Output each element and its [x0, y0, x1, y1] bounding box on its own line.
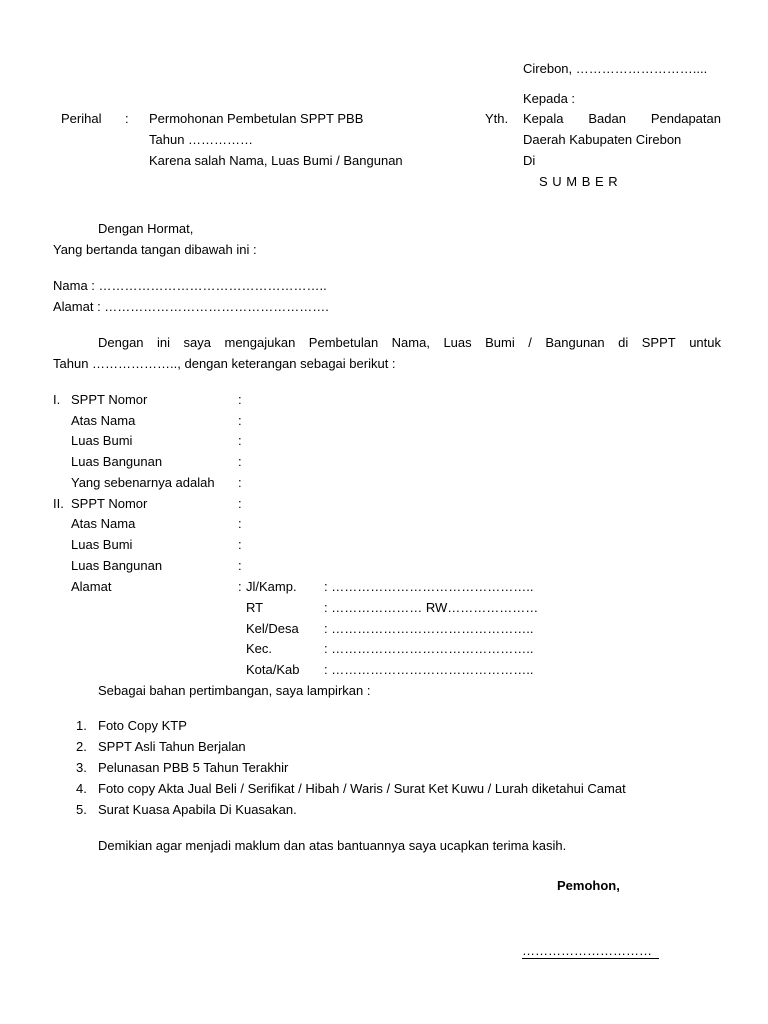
section-1-colon: : [238, 433, 242, 448]
subject-line-3: Karena salah Nama, Luas Bumi / Bangunan [149, 153, 403, 168]
subject-label: Perihal [61, 111, 102, 126]
statement-word: Pembetulan [308, 335, 379, 350]
recipient-line-1 [523, 111, 721, 127]
statement-word: Luas [443, 335, 472, 350]
statement-word: saya [183, 335, 211, 350]
identity-nama: Nama : …………………………………………….. [53, 278, 327, 293]
statement-word: untuk [689, 335, 721, 350]
recipient-word: Pendapatan [650, 111, 721, 126]
place-date: Cirebon, ……………………….... [523, 61, 708, 76]
attachment-number: 4. [76, 781, 87, 796]
address-field-value: : ……………………………………….. [324, 621, 534, 636]
section-2-colon: : [238, 516, 242, 531]
address-field-value: : ……………………………………….. [324, 579, 534, 594]
section-1-label: Luas Bumi [71, 433, 133, 448]
statement-word: Bangunan [545, 335, 605, 350]
statement-word: SPPT [641, 335, 676, 350]
attachment-text: SPPT Asli Tahun Berjalan [98, 739, 246, 754]
section-1-label: SPPT Nomor [71, 392, 148, 407]
address-field-label: Kel/Desa [246, 621, 299, 636]
attachment-text: Pelunasan PBB 5 Tahun Terakhir [98, 760, 289, 775]
section-1-colon: : [238, 454, 242, 469]
identity-alamat: Alamat : ……………………………………………. [53, 299, 329, 314]
address-field-value: : ……………………………………….. [324, 662, 534, 677]
section-2-colon: : [238, 496, 242, 511]
section-2-colon: : [238, 558, 242, 573]
recipient-line-3: Di [523, 153, 536, 168]
section-2-label: Luas Bumi [71, 537, 133, 552]
recipient-word: Badan [588, 111, 626, 126]
section-2-label: Luas Bangunan [71, 558, 163, 573]
statement-word: Nama, [391, 335, 430, 350]
greeting: Dengan Hormat, [98, 221, 194, 236]
recipient-line-2: Daerah Kabupaten Cirebon [523, 132, 682, 147]
subject-colon: : [125, 111, 129, 126]
recipient-yth: Yth. [485, 111, 509, 126]
address-field-value: : ………………… RW………………… [324, 600, 539, 615]
address-field-label: Kota/Kab [246, 662, 300, 677]
address-field-label: Kec. [246, 641, 273, 656]
signature-line: ………………………… [522, 943, 652, 958]
section-1-colon: : [238, 392, 242, 407]
recipient-word: Kepala [523, 111, 564, 126]
section-2-colon: : [238, 537, 242, 552]
attachments-intro: Sebagai bahan pertimbangan, saya lampirkan : [98, 683, 371, 698]
section-2-numeral: II. [53, 496, 64, 511]
recipient-kepada: Kepada : [523, 91, 576, 106]
address-field-label: Jl/Kamp. [246, 579, 297, 594]
address-field-label: RT [246, 600, 264, 615]
attachment-number: 3. [76, 760, 87, 775]
address-colon: : [238, 579, 242, 594]
section-1-colon: : [238, 475, 242, 490]
statement-word: di [618, 335, 629, 350]
section-1-colon: : [238, 413, 242, 428]
attachment-text: Foto Copy KTP [98, 718, 187, 733]
address-label: Alamat [71, 579, 112, 594]
section-2-label: Atas Nama [71, 516, 136, 531]
section-1-label: Luas Bangunan [71, 454, 163, 469]
section-1-label: Yang sebenarnya adalah [71, 475, 215, 490]
statement-word: Bumi [485, 335, 515, 350]
attachment-text: Surat Kuasa Apabila Di Kuasakan. [98, 802, 297, 817]
statement-word: Dengan [98, 335, 144, 350]
attachment-number: 5. [76, 802, 87, 817]
attachment-number: 1. [76, 718, 87, 733]
statement-word: mengajukan [224, 335, 296, 350]
statement-word: / [528, 335, 532, 350]
statement-word: ini [157, 335, 171, 350]
attachment-number: 2. [76, 739, 87, 754]
section-1-label: Atas Nama [71, 413, 136, 428]
signature-underline [522, 958, 659, 959]
statement-line-2: Tahun ……………….., dengan keterangan sebagai berikut : [53, 356, 396, 371]
subject-line-1: Permohonan Pembetulan SPPT PBB [149, 111, 364, 126]
section-1-numeral: I. [53, 392, 61, 407]
address-field-value: : ……………………………………….. [324, 641, 534, 656]
subject-line-2: Tahun …………… [149, 132, 254, 147]
recipient-line-4: S U M B E R [539, 174, 619, 189]
intro: Yang bertanda tangan dibawah ini : [53, 242, 257, 257]
statement-line-1 [98, 335, 721, 351]
signature-title: Pemohon, [557, 878, 620, 893]
closing-text: Demikian agar menjadi maklum dan atas bantuannya saya ucapkan terima kasih. [98, 838, 567, 853]
section-2-label: SPPT Nomor [71, 496, 148, 511]
attachment-text: Foto copy Akta Jual Beli / Serifikat / Hibah / Waris / Surat Ket Kuwu / Lurah diketahui Camat [98, 781, 626, 796]
